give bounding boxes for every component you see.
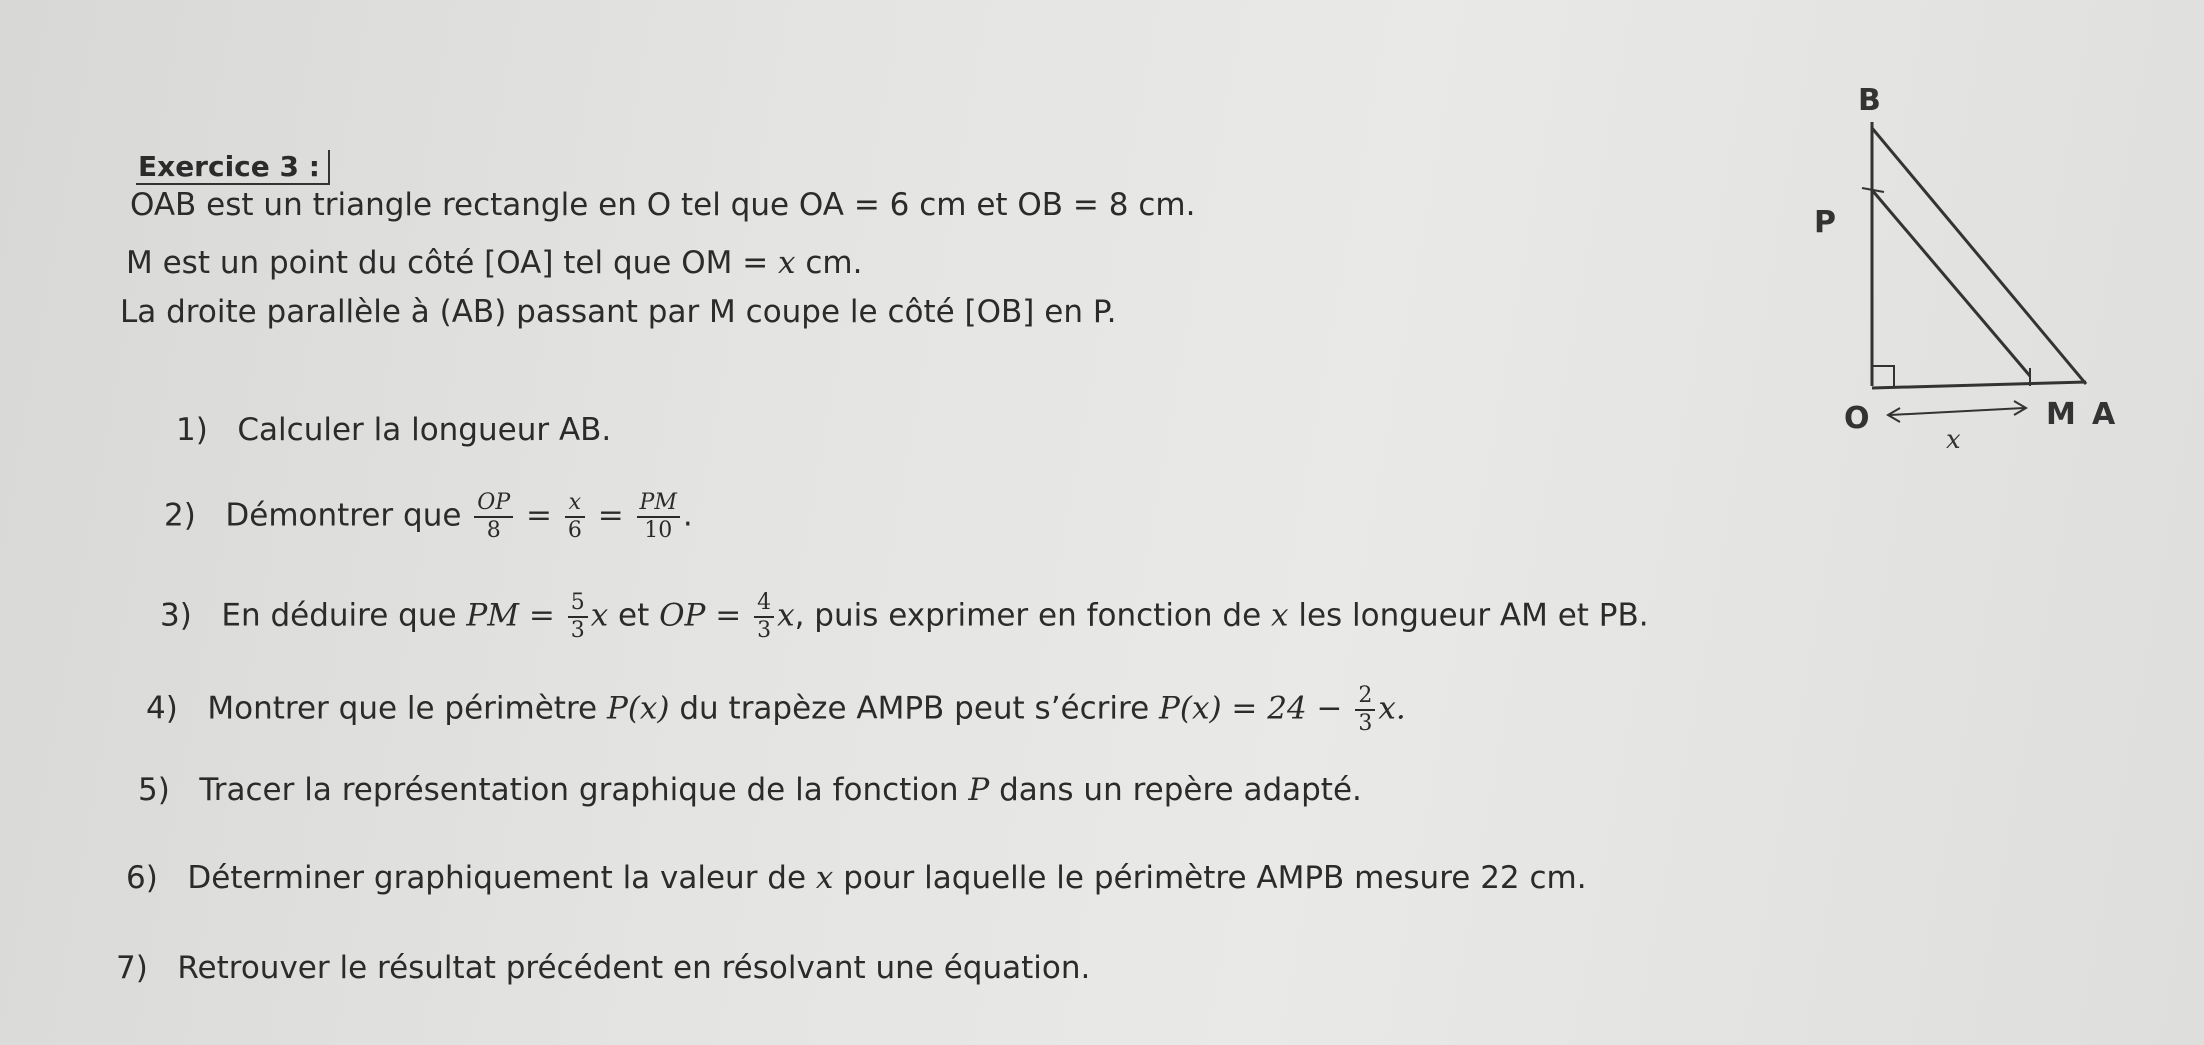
intro-text-2a: M est un point du côté [OA] tel que OM = [126, 245, 779, 281]
intro-line-1 [130, 185, 1195, 225]
equals-sign: = [526, 497, 552, 534]
label-a: A [2092, 397, 2116, 432]
exercise-title: Exercice 3 : [136, 150, 330, 185]
label-m: M [2046, 397, 2076, 432]
label-o: O [1844, 401, 1870, 436]
intro-line-2 [126, 243, 862, 283]
q5-p: P [968, 772, 990, 808]
q4-px: P(x) [606, 690, 670, 727]
q4-number: 4) [146, 690, 178, 727]
question-2 [164, 490, 693, 544]
fraction-4-3 [754, 590, 774, 644]
fraction-op-8 [474, 490, 513, 544]
q6-number: 6) [126, 860, 158, 896]
fraction-numerator: 5 [568, 590, 588, 618]
intro-line-3 [120, 292, 1117, 332]
q3-op: OP = [659, 597, 742, 634]
q3-rest2: les longueur AM et PB. [1288, 597, 1649, 634]
q6-end: pour laquelle le périmètre AMPB mesure 22 cm. [833, 860, 1587, 896]
q3-text: En déduire que [221, 597, 467, 634]
q3-pm: PM = [466, 597, 555, 634]
q1-number: 1) [176, 412, 208, 448]
q5-number: 5) [138, 772, 170, 808]
question-5 [138, 770, 1362, 810]
label-x: x [1946, 425, 1961, 455]
q4-expression: P(x) = 24 − [1159, 690, 1343, 727]
label-p: P [1814, 205, 1836, 240]
intro-var-x: x [778, 245, 796, 281]
fraction-denominator: 10 [644, 518, 673, 543]
q2-period: . [682, 497, 693, 534]
fraction-denominator: 3 [570, 618, 585, 643]
q7-text: Retrouver le résultat précédent en résolvant une équation. [177, 950, 1091, 986]
question-4 [146, 683, 1406, 737]
q2-number: 2) [164, 497, 196, 534]
fraction-2-3 [1355, 683, 1375, 737]
fraction-numerator: OP [474, 490, 513, 518]
segment-pm [1872, 190, 2030, 376]
fraction-5-3 [568, 590, 588, 644]
q3-et: et [608, 597, 660, 634]
fraction-pm-10 [637, 490, 680, 544]
q5-end: dans un repère adapté. [989, 772, 1362, 808]
label-b: B [1858, 83, 1881, 118]
intro-text-2b: cm. [795, 245, 863, 281]
fraction-numerator: PM [637, 490, 680, 518]
triangle-figure [1740, 70, 2140, 460]
q4-mid: du trapèze AMPB peut s’écrire [669, 690, 1160, 727]
q7-number: 7) [116, 950, 148, 986]
fraction-numerator: x [565, 490, 585, 518]
q6-text: Déterminer graphiquement la valeur de [187, 860, 816, 896]
q1-text: Calculer la longueur AB. [237, 412, 612, 448]
q3-rest: , puis exprimer en fonction de [794, 597, 1272, 634]
q6-x: x [815, 860, 834, 896]
q3-number: 3) [160, 597, 192, 634]
q2-text: Démontrer que [225, 497, 472, 534]
q4-text: Montrer que le périmètre [207, 690, 607, 727]
x-arrow-line [1890, 408, 2024, 415]
fraction-numerator: 2 [1355, 683, 1375, 711]
var-x: x [1271, 597, 1289, 634]
equals-sign: = [597, 497, 624, 534]
question-1 [176, 410, 611, 450]
q5-text: Tracer la représentation graphique de la fonction [199, 772, 969, 808]
intro-text-1: OAB est un triangle rectangle en O tel que OA = 6 cm et OB = 8 cm. [130, 187, 1196, 223]
var-x: x [777, 597, 795, 634]
fraction-denominator: 3 [757, 618, 772, 643]
side-oa [1872, 382, 2086, 388]
fraction-numerator: 4 [754, 590, 774, 618]
intro-text-3: La droite parallèle à (AB) passant par M coupe le côté [OB] en P. [120, 294, 1117, 330]
fraction-denominator: 8 [486, 518, 501, 543]
fraction-denominator: 3 [1358, 711, 1373, 736]
question-7 [116, 948, 1090, 988]
q4-end: x. [1378, 690, 1406, 727]
var-x: x [590, 597, 609, 634]
fraction-x-6 [565, 490, 585, 544]
question-3 [160, 590, 1649, 644]
question-6 [126, 858, 1587, 898]
right-angle-mark [1872, 366, 1894, 388]
fraction-denominator: 6 [567, 518, 582, 543]
side-ab [1872, 128, 2086, 384]
